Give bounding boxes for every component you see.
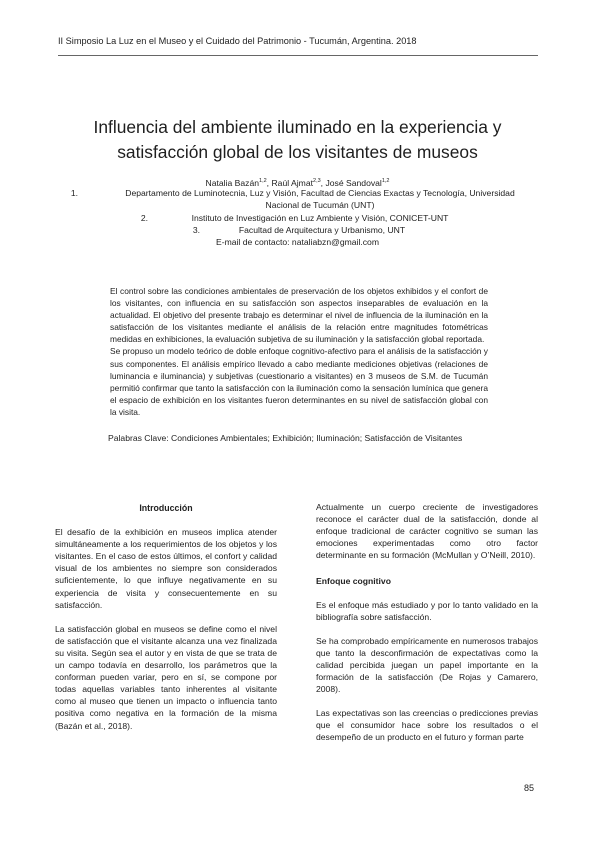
author-1: Natalia Bazán$^{1,2}$,: [205, 178, 272, 188]
affiliation-text: Facultad de Arquitectura y Urbanismo, UNT: [238, 225, 406, 235]
affiliation-1: [0, 187, 595, 213]
abstract-paragraph: El control sobre las condiciones ambientales de preservación de los objetos exhibidos y el confort de los visitantes, con influencia en su satisfacción son aspectos inseparables de evaluación en la actualidad. El objetivo del presente trabajo es determinar el nivel de influencia de la iluminación en la satisfacción de los visitantes mediante el análisis de la relación entre magnitudes fotométricas medidas en exhibiciones, la evaluación subjetiva de su iluminación y la satisfacción global reportada.: [110, 286, 488, 345]
abstract-paragraph: Se propuso un modelo teórico de doble enfoque cognitivo-afectivo para el análisis de la satisfacción y sus componentes. El análisis empírico llevado a cabo mediante mediciones objetivas (relaciones de luminancia e iluminancia) y subjetivas (cuestionario a visitantes) en 3 museos de S.M. de Tucumán permitió confirmar que tanto la satisfacción con la iluminación como la sensación lumínica que genera el espacio de exhibición en los visitantes fueron determinantes en su nivel de satisfacción global con la visita.: [110, 346, 489, 417]
body-paragraph: La satisfacción global en museos se define como el nivel de satisfacción que el visitante alcanza una vez finalizada su visita. Según sea el autor y en vista de que se trata de un campo todavía en desarrollo, los parámetros que la conforman pueden variar, pero en sí, se compone por todas aquellas variables tanto inherentes al visitante como al museo que tienen un impacto o influencia tanto positiva como negativa en la formación de la misma (Bazán et al., 2018).: [55, 623, 277, 731]
subsection-title: Enfoque cognitivo: [316, 576, 391, 587]
body-paragraph: Actualmente un cuerpo creciente de investigadores reconoce el carácter dual de la satisfacción, donde al enfoque tradicional de carácter cognitivo se suman las emociones experimentadas como otro factor determinante en su formación (McMullan y O’Neill, 2010).: [316, 502, 538, 561]
body-paragraph: Es el enfoque más estudiado y por lo tanto validado en la bibliografía sobre satisfacción.: [316, 599, 538, 622]
page-number: 85: [524, 783, 535, 793]
title-line-2: satisfacción global de los visitantes de museos: [117, 142, 478, 162]
left-column: [55, 498, 277, 732]
body-paragraph: Se ha comprobado empíricamente en numerosos trabajos que tanto la desconfirmación de expectativas como la calidad percibida juegan un papel importante en la formación de la satisfacción (De Rojas y Camarero, 2008).: [316, 635, 538, 695]
affiliation-number: 2.: [140, 213, 148, 223]
affiliation-text: Instituto de Investigación en Luz Ambiente y Visión, CONICET-UNT: [191, 213, 449, 223]
contact-email: E-mail de contacto: nataliabzn@gmail.com: [215, 237, 379, 247]
affiliation-number: 3.: [192, 225, 200, 235]
header-rule: [58, 55, 538, 56]
abstract: [110, 285, 488, 418]
body-paragraph: El desafío de la exhibición en museos implica atender simultáneamente a los requerimientos de los objetos y los visitantes. En el caso de estos últimos, el confort y calidad visual de los ambientes no siempre son considerados suficientemente, lo que influye negativamente en su experiencia de visita y consecuentemente en su satisfacción.: [55, 527, 277, 610]
running-header: II Simposio La Luz en el Museo y el Cuidado del Patrimonio - Tucumán, Argentina. 2018: [58, 36, 417, 46]
paper-title: [60, 115, 535, 165]
author-3: José Sandoval$^{1,2}$: [325, 178, 390, 188]
author-2: Raúl Ajmat$^{2,3}$,: [271, 178, 326, 188]
right-column: [316, 501, 538, 744]
affiliation-number: 1.: [70, 188, 78, 198]
body-paragraph: Las expectativas son las creencias o predicciones previas que el consumidor hace sobre los resultados o el desempeño de un producto en el futuro y forman parte: [316, 708, 538, 743]
keywords: Palabras Clave: Condiciones Ambientales; Exhibición; Iluminación; Satisfacción de Visitantes: [108, 433, 463, 443]
affiliation-text: Departamento de Luminotecnia, Luz y Visión, Facultad de Ciencias Exactas y Tecnología, Universidad Nacional de Tucumán (UNT): [125, 188, 515, 210]
section-title: Introducción: [139, 503, 193, 513]
title-line-1: Influencia del ambiente iluminado en la experiencia y: [93, 117, 502, 137]
